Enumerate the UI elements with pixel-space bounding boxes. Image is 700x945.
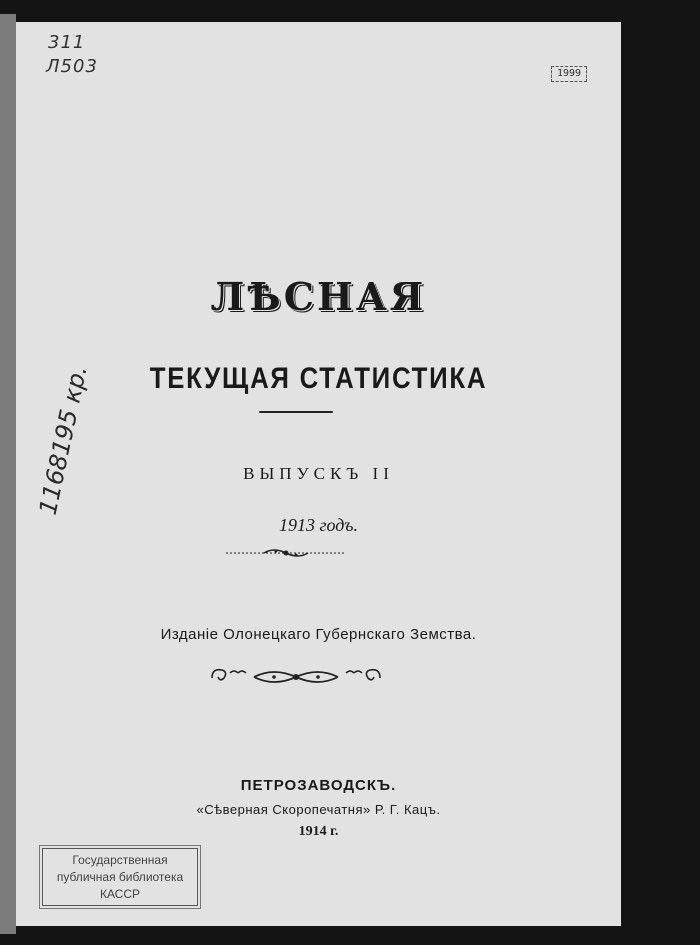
book-spine	[0, 14, 16, 934]
library-stamp	[42, 848, 198, 906]
issue-number: ВЫПУСКЪ II	[243, 464, 394, 483]
library-stamp-line1: Государственная	[72, 853, 168, 867]
ornament-divider	[224, 546, 348, 560]
corner-stamp: 1999	[551, 66, 587, 82]
shelf-mark-top: 311	[48, 32, 86, 53]
publisher-line: Изданіе Олонецкаго Губернскаго Земства.	[160, 626, 477, 643]
shelf-mark-bottom: Л503	[46, 56, 98, 77]
title-page	[16, 22, 621, 926]
ornament-flourish	[208, 664, 384, 690]
inventory-number: 1168195 кр.	[33, 362, 93, 518]
main-title: ЛѢСНАЯ	[210, 274, 427, 319]
library-stamp-line3: КАССР	[99, 887, 141, 901]
title-rule	[259, 411, 333, 413]
issue-year: 1913 годъ.	[279, 515, 358, 535]
imprint-printer: «Сѣверная Скоропечатня» Р. Г. Кацъ.	[196, 802, 441, 817]
subtitle: ТЕКУЩАЯ СТАТИСТИКА	[149, 362, 488, 395]
imprint-city: ПЕТРОЗАВОДСКЪ.	[240, 777, 397, 794]
imprint-year: 1914 г.	[298, 824, 339, 839]
library-stamp-line2: публичная библиотека	[56, 870, 184, 884]
